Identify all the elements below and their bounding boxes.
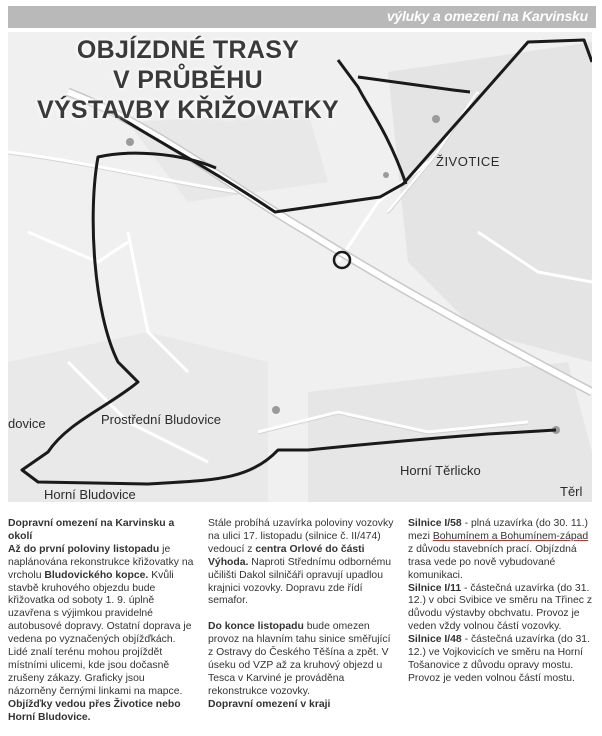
map-title bbox=[8, 35, 368, 125]
article-column-2 bbox=[208, 518, 398, 712]
emphasis-text: Objížďky vedou přes Životice nebo Horní Bludovice. bbox=[8, 698, 181, 723]
emphasis-text: centra Orlové do části Výhoda. bbox=[208, 543, 365, 568]
body-text: - plná uzavírka (do 30. 11.) mezi bbox=[408, 518, 589, 542]
place-label-dovice: dovice bbox=[8, 416, 46, 431]
body-text: Naproti Střednímu odbornému učilišti Dakol silničáři opravují upadlou krajnici vozovky. Dopravu zde řídí semafor. bbox=[208, 556, 392, 607]
emphasis-text: Až do první poloviny listopadu bbox=[8, 543, 160, 555]
body-text: Stále probíhá uzavírka poloviny vozovky na ulici 17. listopadu (silnice č. II/474) vedoucí z bbox=[208, 518, 394, 555]
article-paragraph bbox=[208, 518, 398, 608]
emphasis-text: Silnice I/58 bbox=[408, 518, 462, 529]
emphasis-text: Do konce listopadu bbox=[208, 621, 304, 633]
article-paragraph bbox=[408, 634, 596, 686]
emphasis-text: Bludovického kopce. bbox=[44, 569, 149, 581]
place-label-horni-terlicko: Horní Těrlicko bbox=[400, 463, 481, 478]
place-label-horni-bludovice: Horní Bludovice bbox=[44, 487, 136, 502]
article-paragraph bbox=[408, 583, 596, 635]
body-text: - částečná uzavírka (do 31. 12.) v obci Svibice ve směru na Třinec z důvodu výstavby obchvatu. Provoz je veden vždy volnou částí vozovky. bbox=[408, 582, 593, 633]
articles-area bbox=[8, 518, 596, 732]
body-text: Kvůli stavbě kruhového objezdu bude křižovatka od soboty 1. 9. úplně uzavřena s výjimkou pravidelné autobusové dopravy. Ostatní doprava je vedena po vyznačených objížďkách. Lidé znalí terénu mohou projíždět místními ulicemi, kde jsou dočasně zrušeny zákazy. Graficky jsou názorněny černými linkami na mapce. bbox=[8, 569, 192, 697]
place-label-prostredni-bludovice: Prostřední Bludovice bbox=[101, 412, 221, 427]
underlined-text: Bohumínem a Bohumínem-západ bbox=[432, 530, 589, 542]
place-label-zivotice: ŽIVOTICE bbox=[436, 154, 500, 169]
map-title-line-2: V PRŮBĚHU bbox=[113, 66, 263, 94]
body-text: z důvodu stavebních prací. Objízdná trasa vede po nově vybudované komunikaci. bbox=[408, 543, 577, 581]
article-paragraph bbox=[208, 621, 398, 698]
article-paragraph bbox=[8, 544, 196, 725]
section-banner bbox=[8, 6, 596, 28]
banner-text: výluky a omezení na Karvinsku bbox=[386, 8, 588, 24]
article-heading: Dopravní omezení na Karvinsku a okolí bbox=[8, 518, 175, 542]
article-column-1 bbox=[8, 518, 196, 725]
article-column-3 bbox=[408, 518, 596, 686]
map-title-line-3: VÝSTAVBY KŘIŽOVATKY bbox=[36, 96, 340, 124]
detour-map bbox=[8, 32, 592, 502]
body-text: - částečná uzavírka (do 31. 12.) ve Vojkovicích ve směru na Horní Tošanovice z důvodu opravy mostu. Provoz je veden volnou částí mostu. bbox=[408, 634, 590, 684]
emphasis-text: Silnice I/48 bbox=[408, 634, 462, 646]
map-title-line-1: OBJÍZDNÉ TRASY bbox=[76, 36, 300, 64]
body-text: bude omezen provoz na hlavním tahu sinice směřující z Ostravy do Českého Těšína a zpět. V úseku od VZP až za kruhový objezd u Tesca v Karviné je prováděna rekonstrukce vozovky. bbox=[208, 621, 391, 697]
article-paragraph bbox=[408, 518, 596, 583]
article-subheading: Dopravní omezení v kraji bbox=[208, 698, 331, 710]
place-label-terl: Těrl bbox=[560, 484, 583, 499]
body-text: je naplánována rekonstrukce křižovatky na vrcholu bbox=[8, 543, 194, 581]
emphasis-text: Silnice I/11 bbox=[408, 582, 462, 594]
